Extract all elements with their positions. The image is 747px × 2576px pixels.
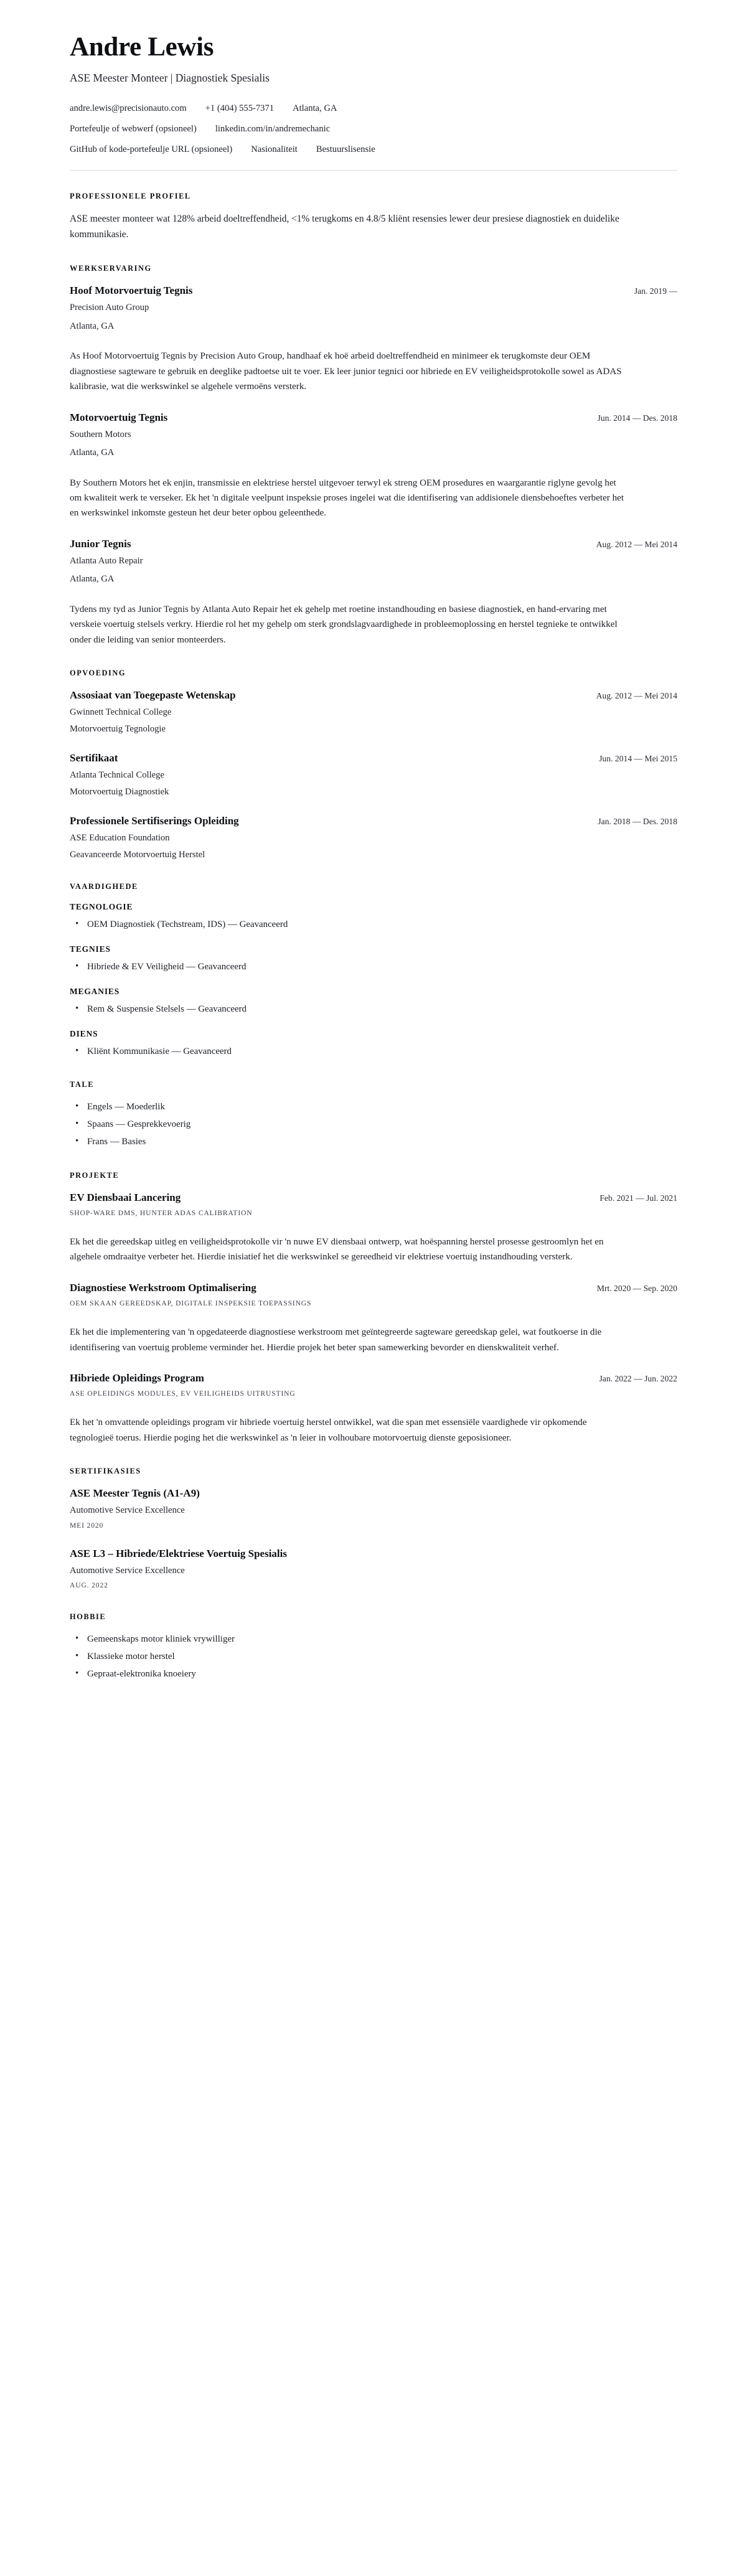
education-entry bbox=[70, 689, 677, 735]
section-title-experience: WERKSERVARING bbox=[70, 264, 152, 273]
project-entry-head bbox=[70, 1371, 677, 1385]
project-entry bbox=[70, 1281, 677, 1355]
experience-job-title: Motorvoertuig Tegnis bbox=[70, 411, 168, 423]
experience-description: As Hoof Motorvoertuig Tegnis by Precision Auto Group, handhaaf ek hoë arbeid doeltreffendheid en minimeer ek terugkomste deur OEM diagnostiese sagteware te gebruik en deeglike padtoetse uit te voer. Ek leer junior tegnici oor hibriede en EV veiligheidsprotokolle sowel as ADAS kalibrasie, wat die werkswinkel se algehele vermoëns versterk. bbox=[70, 351, 622, 392]
project-description: Ek het die implementering van 'n opgedateerde diagnostiese werkstroom met geïntegreerde sagteware gereedskap gelei, wat foutkoerse in die identifisering van voertuig probleme verminder het. Hierdie projek het beter span samewerking bevorder en dienskwaliteit verhef. bbox=[70, 1327, 602, 1353]
hobby-list bbox=[70, 1632, 677, 1681]
project-stack: ASE OPLEIDINGS MODULES, EV VEILIGHEIDS UITRUSTING bbox=[70, 1389, 296, 1398]
experience-company: Southern Motors bbox=[70, 429, 131, 440]
language-list bbox=[70, 1100, 677, 1149]
section-profile bbox=[70, 192, 677, 243]
experience-location: Atlanta, GA bbox=[70, 448, 115, 458]
hobby-item: • Gemeenskaps motor kliniek vrywilliger bbox=[70, 1632, 677, 1647]
skill-list bbox=[70, 960, 677, 974]
certification-issuer: Automotive Service Excellence bbox=[70, 1505, 185, 1516]
certification-issuer: Automotive Service Excellence bbox=[70, 1565, 185, 1576]
education-school: ASE Education Foundation bbox=[70, 833, 170, 844]
hobby-item: • Gepraat-elektronika knoeiery bbox=[70, 1667, 677, 1681]
certification-date: MEI 2020 bbox=[70, 1521, 104, 1530]
experience-job-title: Junior Tegnis bbox=[70, 537, 131, 550]
candidate-name: Andre Lewis bbox=[70, 32, 214, 62]
education-entry bbox=[70, 751, 677, 798]
section-title-languages: TALE bbox=[70, 1080, 95, 1089]
education-field: Geavanceerde Motorvoertuig Herstel bbox=[70, 849, 205, 860]
project-description: Ek het 'n omvattende opleidings program vir hibriede voertuig herstel ontwikkel, wat die span met essensiële vaardighede vir opkomende tegnologieë toerus. Hierdie poging het die werkswinkel as 'n leier in volhoubare motorvoertuig dienste geposisioneer. bbox=[70, 1417, 587, 1443]
skill-group-name: TEGNOLOGIE bbox=[70, 901, 133, 911]
certification-date: AUG. 2022 bbox=[70, 1581, 108, 1590]
project-dates: Jan. 2022 — Jun. 2022 bbox=[599, 1373, 677, 1383]
section-title-hobbies: HOBBIE bbox=[70, 1612, 106, 1621]
language-item: • Frans — Basies bbox=[70, 1135, 677, 1149]
experience-entry bbox=[70, 284, 677, 394]
contact-drivers-license: Bestuurslisensie bbox=[316, 144, 375, 154]
project-title: EV Diensbaai Lancering bbox=[70, 1191, 181, 1203]
education-school: Gwinnett Technical College bbox=[70, 707, 172, 718]
education-degree: Sertifikaat bbox=[70, 752, 118, 764]
experience-company: Precision Auto Group bbox=[70, 303, 149, 313]
education-field: Motorvoertuig Tegnologie bbox=[70, 723, 166, 734]
education-school: Atlanta Technical College bbox=[70, 770, 164, 781]
section-title-projects: PROJEKTE bbox=[70, 1170, 120, 1180]
hobby-item: • Klassieke motor herstel bbox=[70, 1650, 677, 1664]
language-item: • Engels — Moederlik bbox=[70, 1100, 677, 1114]
skill-item: • OEM Diagnostiek (Techstream, IDS) — Geavanceerd bbox=[70, 918, 677, 932]
education-entry-head bbox=[70, 689, 677, 702]
certification-entry bbox=[70, 1487, 677, 1531]
section-experience bbox=[70, 264, 677, 647]
education-entry-head bbox=[70, 814, 677, 828]
certification-title: ASE Meester Tegnis (A1-A9) bbox=[70, 1487, 200, 1500]
experience-job-title: Hoof Motorvoertuig Tegnis bbox=[70, 284, 193, 297]
skill-group bbox=[70, 987, 677, 1017]
contact-nationality: Nasionaliteit bbox=[251, 144, 298, 154]
experience-entry-head bbox=[70, 411, 677, 425]
education-dates: Jan. 2018 — Des. 2018 bbox=[598, 816, 677, 826]
contact-row-web bbox=[70, 123, 677, 136]
project-entry bbox=[70, 1371, 677, 1445]
section-hobbies bbox=[70, 1612, 677, 1681]
education-dates: Aug. 2012 — Mei 2014 bbox=[596, 691, 677, 701]
contact-location: Atlanta, GA bbox=[293, 103, 337, 113]
contact-email[interactable]: andre.lewis@precisionauto.com bbox=[70, 103, 187, 113]
section-title-certifications: SERTIFIKASIES bbox=[70, 1467, 141, 1476]
skill-list bbox=[70, 1002, 677, 1017]
candidate-headline: ASE Meester Monteer | Diagnostiek Spesialis bbox=[70, 72, 270, 85]
project-dates: Feb. 2021 — Jul. 2021 bbox=[599, 1193, 677, 1203]
contact-portfolio[interactable]: Portefeulje of webwerf (opsioneel) bbox=[70, 123, 197, 134]
project-title: Hibriede Opleidings Program bbox=[70, 1371, 204, 1384]
experience-company: Atlanta Auto Repair bbox=[70, 555, 143, 566]
experience-entry-head bbox=[70, 284, 677, 298]
skill-item: • Rem & Suspensie Stelsels — Geavanceerd bbox=[70, 1002, 677, 1017]
education-degree: Assosiaat van Toegepaste Wetenskap bbox=[70, 689, 236, 702]
header-divider bbox=[70, 170, 677, 171]
project-description: Ek het die gereedskap uitleg en veiligheidsprotokolle vir 'n nuwe EV diensbaai ontwerp, wat hoëspanning herstel prosesse gestroomlyn het en algehele omdraaitye verbeter het. Hierdie inisiatief het die werkswinkel se gereedheid vir elektriese voertuig instandhouding versterk. bbox=[70, 1236, 604, 1262]
skill-item: • Kliënt Kommunikasie — Geavanceerd bbox=[70, 1045, 677, 1059]
section-title-profile: PROFESSIONELE PROFIEL bbox=[70, 192, 191, 201]
contact-github[interactable]: GitHub of kode-portefeulje URL (opsioneel) bbox=[70, 144, 233, 154]
experience-entry bbox=[70, 411, 677, 521]
contact-linkedin[interactable]: linkedin.com/in/andremechanic bbox=[215, 123, 331, 134]
education-dates: Jun. 2014 — Mei 2015 bbox=[599, 754, 677, 764]
contact-phone[interactable]: +1 (404) 555-7371 bbox=[205, 103, 275, 113]
project-entry-head bbox=[70, 1281, 677, 1295]
project-stack: SHOP-WARE DMS, HUNTER ADAS CALIBRATION bbox=[70, 1208, 253, 1217]
project-entry-head bbox=[70, 1191, 677, 1205]
project-title: Diagnostiese Werkstroom Optimalisering bbox=[70, 1281, 256, 1294]
skill-list bbox=[70, 1045, 677, 1059]
certification-title: ASE L3 – Hibriede/Elektriese Voertuig Spesialis bbox=[70, 1547, 287, 1559]
skill-list bbox=[70, 918, 677, 932]
skill-group-name: DIENS bbox=[70, 1029, 98, 1039]
experience-dates: Aug. 2012 — Mei 2014 bbox=[596, 539, 677, 549]
skill-group bbox=[70, 902, 677, 932]
skill-item: • Hibriede & EV Veiligheid — Geavanceerd bbox=[70, 960, 677, 974]
experience-description: By Southern Motors het ek enjin, transmissie en elektriese herstel uitgevoer terwyl ek streng OEM prosedures en waargarantie riglyne gevolg het om kwaliteit werk te verseker. Ek het 'n digitale veelpunt inspeksie proses ingelei wat die identifisering van addisionele diensbehoeftes verbeter het en werkswinkel inkomste gesteun het deur beter opbou geleenthede. bbox=[70, 477, 624, 519]
section-title-skills: VAARDIGHEDE bbox=[70, 881, 138, 891]
section-education bbox=[70, 669, 677, 861]
experience-entry bbox=[70, 537, 677, 647]
education-degree: Professionele Sertifiserings Opleiding bbox=[70, 814, 239, 827]
project-entry bbox=[70, 1191, 677, 1265]
skill-group bbox=[70, 944, 677, 974]
certification-entry bbox=[70, 1547, 677, 1591]
experience-entry-head bbox=[70, 537, 677, 551]
project-stack: OEM SKAAN GEREEDSKAP, DIGITALE INSPEKSIE TOEPASSINGS bbox=[70, 1299, 312, 1307]
experience-location: Atlanta, GA bbox=[70, 321, 115, 331]
project-dates: Mrt. 2020 — Sep. 2020 bbox=[596, 1283, 677, 1293]
skill-group-name: MEGANIES bbox=[70, 987, 120, 997]
section-title-education: OPVOEDING bbox=[70, 669, 126, 678]
experience-location: Atlanta, GA bbox=[70, 574, 115, 585]
contact-row-extra bbox=[70, 143, 677, 157]
section-certifications bbox=[70, 1467, 677, 1591]
section-skills bbox=[70, 882, 677, 1059]
education-field: Motorvoertuig Diagnostiek bbox=[70, 786, 169, 797]
section-languages bbox=[70, 1080, 677, 1149]
contact-row-primary bbox=[70, 102, 677, 116]
language-item: • Spaans — Gesprekkevoerig bbox=[70, 1117, 677, 1132]
section-projects bbox=[70, 1171, 677, 1446]
resume-header bbox=[70, 32, 677, 171]
experience-description: Tydens my tyd as Junior Tegnis by Atlanta Auto Repair het ek gehelp met roetine instandhouding en basiese diagnostiek, en hand-ervaring met verskeie voertuig stelsels verkry. Hierdie rol het my gehelp om sterk grondslagvaardighede in probleemoplossing en herstel tegnieke te ontwikkel onder die leiding van senior monteerders. bbox=[70, 604, 618, 645]
skill-group bbox=[70, 1029, 677, 1059]
profile-summary-text: ASE meester monteer wat 128% arbeid doeltreffendheid, <1% terugkoms en 4.8/5 kliënt resensies lewer deur presiese diagnostiek en duidelike kommunikasie. bbox=[70, 214, 619, 240]
education-entry-head bbox=[70, 751, 677, 765]
experience-dates: Jan. 2019 — bbox=[634, 286, 677, 296]
skill-group-name: TEGNIES bbox=[70, 944, 111, 954]
education-entry bbox=[70, 814, 677, 861]
experience-dates: Jun. 2014 — Des. 2018 bbox=[597, 413, 677, 423]
